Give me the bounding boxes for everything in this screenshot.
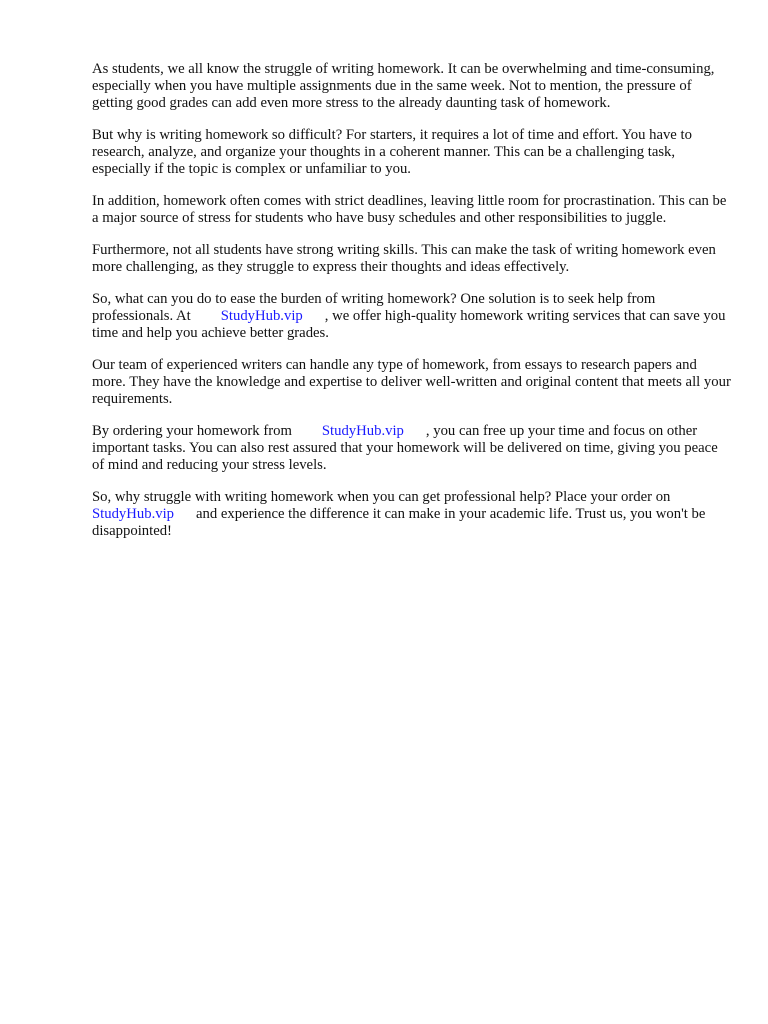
paragraph-5-text-before: So, what can you do to ease the burden of writing homework? One solution is to seek help from professionals. At [92,291,656,325]
paragraph-1: As students, we all know the struggle of writing homework. It can be overwhelming and time-consuming, especially when you have multiple assignments due in the same week. Not to mention, the pressure of getting good grades can add even more stress to the already daunting task of homework. [92,61,715,111]
paragraph-8 [92,489,732,539]
paragraph-7 [92,423,732,473]
paragraph-8-text-after: and experience the difference it can make in your academic life. Trust us, you won't be disappointed! [92,506,706,539]
document-body [92,61,732,555]
paragraph-5 [92,291,732,341]
studyhub-link-1[interactable]: StudyHub.vip [220,308,303,325]
paragraph-4: Furthermore, not all students have strong writing skills. This can make the task of writing homework even more challenging, as they struggle to express their thoughts and ideas effectively. [92,242,716,275]
studyhub-link-3[interactable]: StudyHub.vip [92,506,175,523]
paragraph-7-text-before: By ordering your homework from [92,423,292,440]
paragraph-3: In addition, homework often comes with strict deadlines, leaving little room for procrastination. This can be a major source of stress for students who have busy schedules and other responsibilities to juggle. [92,192,727,226]
paragraph-5-text-after: , we offer high-quality homework writing services that can save you time and help you achieve better grades. [92,308,726,341]
paragraph-2: But why is writing homework so difficult? For starters, it requires a lot of time and effort. You have to research, analyze, and organize your thoughts in a coherent manner. This can be a challenging task, especially if the topic is complex or unfamiliar to you. [92,126,692,177]
paragraph-7-text-after: , you can free up your time and focus on other important tasks. You can also rest assured that your homework will be delivered on time, giving you peace of mind and reducing your stress levels. [92,423,718,473]
studyhub-link-2[interactable]: StudyHub.vip [321,423,404,440]
paragraph-8-text-before: So, why struggle with writing homework when you can get professional help? Place your order on [92,489,671,506]
paragraph-6: Our team of experienced writers can handle any type of homework, from essays to research papers and more. They have the knowledge and expertise to deliver well-written and original content that meets all your requirements. [92,357,731,407]
